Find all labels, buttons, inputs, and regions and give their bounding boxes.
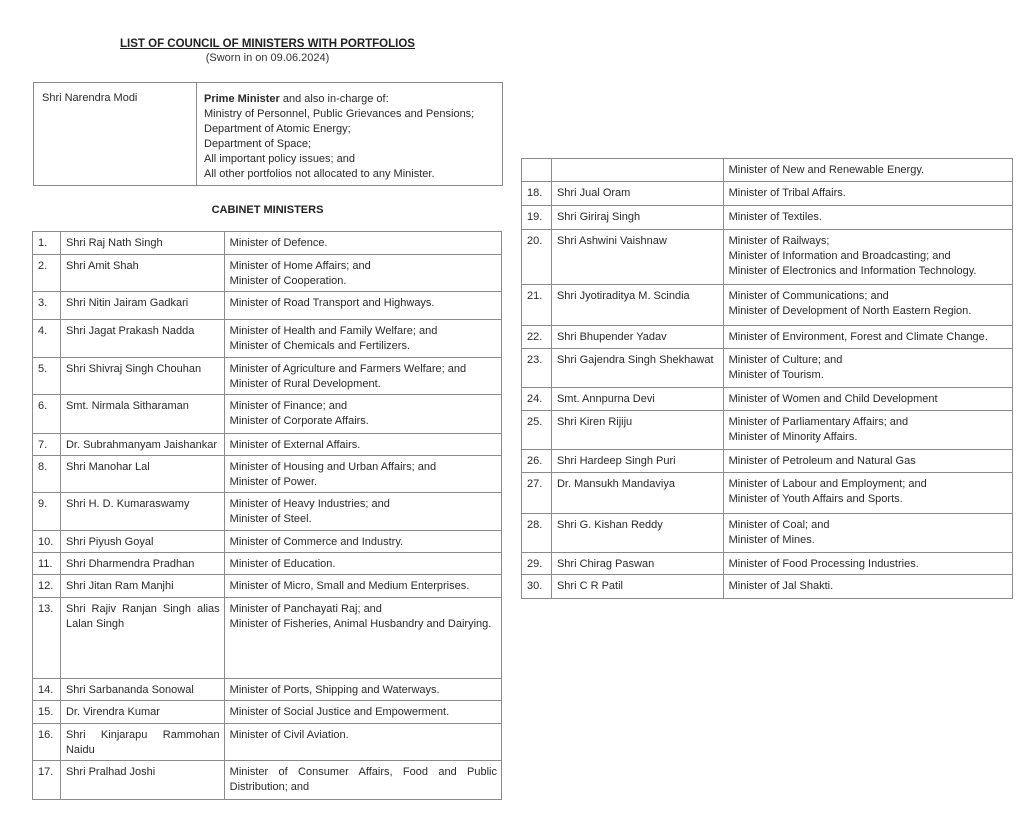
document-subtitle: (Sworn in on 09.06.2024) — [205, 52, 330, 64]
portfolio-line: Minister of Finance; and — [229, 400, 348, 412]
serial-number: 17. — [33, 761, 61, 800]
minister-name: Smt. Annpurna Devi — [551, 388, 723, 411]
minister-row — [33, 456, 502, 493]
minister-name: Shri Sarbananda Sonowal — [60, 679, 224, 701]
minister-row — [522, 285, 1013, 326]
minister-row — [522, 473, 1013, 514]
serial-number: 29. — [522, 553, 552, 575]
minister-row — [522, 159, 1013, 182]
portfolio-line: Minister of Steel. — [229, 513, 312, 525]
minister-row — [522, 326, 1013, 349]
portfolio-line: Minister of Textiles. — [728, 211, 822, 223]
cabinet-table-right — [521, 158, 1013, 599]
serial-number: 6. — [33, 395, 61, 434]
serial-number: 8. — [33, 456, 61, 493]
minister-name: Dr. Virendra Kumar — [60, 701, 224, 724]
minister-portfolio — [224, 358, 501, 395]
portfolio-line: Minister of Commerce and Industry. — [229, 536, 404, 548]
minister-name: Shri Kiren Rijiju — [551, 411, 723, 450]
portfolio-line: Minister of Chemicals and Fertilizers. — [229, 340, 411, 352]
portfolio-line: Minister of Power. — [229, 476, 318, 488]
serial-number: 19. — [522, 206, 552, 230]
pm-portfolio-item: Ministry of Personnel, Public Grievances and Pensions; — [204, 108, 475, 120]
minister-name: Shri Jagat Prakash Nadda — [60, 320, 224, 358]
pm-role-line — [204, 92, 474, 107]
minister-row — [33, 679, 502, 701]
serial-number: 25. — [522, 411, 552, 450]
portfolio-line: Minister of Micro, Small and Medium Enterprises. — [229, 580, 470, 592]
portfolio-line: Minister of Housing and Urban Affairs; and — [229, 461, 437, 473]
portfolio-line: Minister of Labour and Employment; and — [728, 478, 927, 490]
portfolio-line: Minister of Youth Affairs and Sports. — [728, 493, 903, 505]
serial-number: 3. — [33, 292, 61, 320]
minister-row — [33, 724, 502, 761]
portfolio-line: Minister of Corporate Affairs. — [229, 415, 369, 427]
pm-role-suffix: and also in-charge of: — [279, 93, 389, 105]
portfolio-line: Minister of Education. — [229, 558, 336, 570]
portfolio-line: Minister of Women and Child Development — [728, 393, 938, 405]
serial-number: 10. — [33, 531, 61, 553]
minister-portfolio — [224, 456, 501, 493]
portfolio-line: Minister of Parliamentary Affairs; and — [728, 416, 909, 428]
serial-number: 23. — [522, 349, 552, 388]
minister-portfolio — [723, 182, 1012, 206]
minister-portfolio — [224, 575, 501, 598]
minister-name: Shri Gajendra Singh Shekhawat — [551, 349, 723, 388]
serial-number: 5. — [33, 358, 61, 395]
portfolio-line: Minister of Minority Affairs. — [728, 431, 858, 443]
serial-number: 7. — [33, 434, 61, 456]
minister-row — [33, 358, 502, 395]
minister-name: Shri Rajiv Ranjan Singh alias Lalan Singh — [60, 598, 224, 679]
minister-portfolio — [723, 326, 1012, 349]
minister-portfolio — [723, 159, 1012, 182]
minister-row — [522, 514, 1013, 553]
minister-row — [33, 531, 502, 553]
minister-portfolio — [723, 206, 1012, 230]
portfolio-line: Minister of Mines. — [728, 534, 815, 546]
minister-name: Shri Amit Shah — [60, 255, 224, 292]
minister-name — [551, 159, 723, 182]
minister-name: Shri Jual Oram — [551, 182, 723, 206]
portfolio-line: Minister of Rural Development. — [229, 378, 381, 390]
minister-portfolio — [224, 395, 501, 434]
portfolio-line: Minister of Fisheries, Animal Husbandry and Dairying. — [229, 618, 492, 630]
portfolio-line: Minister of Coal; and — [728, 519, 830, 531]
minister-name: Shri Jitan Ram Manjhi — [60, 575, 224, 598]
pm-portfolio-item: Department of Atomic Energy; — [204, 123, 351, 135]
minister-portfolio — [224, 434, 501, 456]
minister-row — [33, 553, 502, 575]
portfolio-line: Minister of Consumer Affairs, Food and Public Distribution; and — [229, 766, 497, 793]
portfolio-line: Minister of Railways; — [728, 235, 830, 247]
portfolio-line: Minister of External Affairs. — [229, 439, 361, 451]
portfolio-line: Minister of Culture; and — [728, 354, 843, 366]
portfolio-line: Minister of Health and Family Welfare; and — [229, 325, 438, 337]
minister-portfolio — [224, 255, 501, 292]
minister-row — [522, 388, 1013, 411]
minister-name: Shri Giriraj Singh — [551, 206, 723, 230]
minister-name: Shri Nitin Jairam Gadkari — [60, 292, 224, 320]
serial-number: 28. — [522, 514, 552, 553]
serial-number: 9. — [33, 493, 61, 531]
prime-minister-box — [33, 82, 503, 186]
minister-row — [33, 292, 502, 320]
minister-name: Shri Chirag Paswan — [551, 553, 723, 575]
minister-row — [33, 232, 502, 255]
minister-row — [522, 206, 1013, 230]
serial-number: 24. — [522, 388, 552, 411]
serial-number: 11. — [33, 553, 61, 575]
minister-name: Dr. Subrahmanyam Jaishankar — [60, 434, 224, 456]
portfolio-line: Minister of Information and Broadcasting; and — [728, 250, 951, 262]
portfolio-line: Minister of Heavy Industries; and — [229, 498, 390, 510]
minister-row — [522, 230, 1013, 285]
minister-name: Shri Manohar Lal — [60, 456, 224, 493]
minister-name: Shri Raj Nath Singh — [60, 232, 224, 255]
pm-role: Prime Minister — [204, 93, 280, 105]
minister-portfolio — [723, 575, 1012, 599]
minister-row — [33, 701, 502, 724]
serial-number: 14. — [33, 679, 61, 701]
serial-number: 20. — [522, 230, 552, 285]
portfolio-line: Minister of New and Renewable Energy. — [728, 164, 925, 176]
minister-name: Shri Jyotiraditya M. Scindia — [551, 285, 723, 326]
minister-portfolio — [224, 724, 501, 761]
serial-number: 21. — [522, 285, 552, 326]
minister-name: Shri Dharmendra Pradhan — [60, 553, 224, 575]
serial-number: 30. — [522, 575, 552, 599]
portfolio-line: Minister of Civil Aviation. — [229, 729, 349, 741]
portfolio-line: Minister of Tourism. — [728, 369, 824, 381]
serial-number: 4. — [33, 320, 61, 358]
minister-portfolio — [224, 701, 501, 724]
pm-portfolios — [197, 83, 474, 185]
cabinet-table-left — [32, 231, 502, 800]
pm-portfolio-item: All important policy issues; and — [204, 153, 356, 165]
minister-row — [33, 761, 502, 800]
minister-portfolio — [224, 553, 501, 575]
minister-name: Shri C R Patil — [551, 575, 723, 599]
minister-row — [33, 395, 502, 434]
minister-portfolio — [723, 514, 1012, 553]
serial-number: 2. — [33, 255, 61, 292]
minister-portfolio — [723, 230, 1012, 285]
minister-portfolio — [723, 450, 1012, 473]
portfolio-line: Minister of Defence. — [229, 237, 328, 249]
minister-portfolio — [224, 232, 501, 255]
minister-row — [522, 349, 1013, 388]
minister-row — [522, 182, 1013, 206]
minister-name: Shri Hardeep Singh Puri — [551, 450, 723, 473]
minister-name: Shri Piyush Goyal — [60, 531, 224, 553]
portfolio-line: Minister of Petroleum and Natural Gas — [728, 455, 916, 467]
minister-name: Shri Pralhad Joshi — [60, 761, 224, 800]
portfolio-line: Minister of Environment, Forest and Climate Change. — [728, 331, 988, 343]
minister-portfolio — [224, 679, 501, 701]
minister-portfolio — [723, 553, 1012, 575]
portfolio-line: Minister of Jal Shakti. — [728, 580, 834, 592]
serial-number: 15. — [33, 701, 61, 724]
serial-number — [522, 159, 552, 182]
minister-name: Dr. Mansukh Mandaviya — [551, 473, 723, 514]
minister-row — [33, 598, 502, 679]
minister-name: Shri Kinjarapu Rammohan Naidu — [60, 724, 224, 761]
minister-row — [33, 575, 502, 598]
minister-portfolio — [224, 761, 501, 800]
serial-number: 26. — [522, 450, 552, 473]
minister-row — [33, 255, 502, 292]
portfolio-line: Minister of Food Processing Industries. — [728, 558, 919, 570]
minister-name: Shri Shivraj Singh Chouhan — [60, 358, 224, 395]
serial-number: 13. — [33, 598, 61, 679]
section-heading-cabinet: CABINET MINISTERS — [211, 204, 324, 216]
serial-number: 1. — [33, 232, 61, 255]
minister-portfolio — [723, 388, 1012, 411]
minister-name: Shri Bhupender Yadav — [551, 326, 723, 349]
minister-portfolio — [723, 411, 1012, 450]
portfolio-line: Minister of Home Affairs; and — [229, 260, 371, 272]
portfolio-line: Minister of Agriculture and Farmers Welfare; and — [229, 363, 467, 375]
minister-row — [33, 434, 502, 456]
minister-row — [522, 553, 1013, 575]
portfolio-line: Minister of Tribal Affairs. — [728, 187, 846, 199]
minister-portfolio — [224, 320, 501, 358]
minister-portfolio — [224, 531, 501, 553]
serial-number: 22. — [522, 326, 552, 349]
minister-row — [522, 450, 1013, 473]
minister-name: Shri G. Kishan Reddy — [551, 514, 723, 553]
portfolio-line: Minister of Communications; and — [728, 290, 889, 302]
pm-name: Shri Narendra Modi — [34, 83, 197, 185]
minister-portfolio — [224, 598, 501, 679]
minister-portfolio — [224, 493, 501, 531]
minister-row — [33, 493, 502, 531]
portfolio-line: Minister of Social Justice and Empowerment. — [229, 706, 450, 718]
portfolio-line: Minister of Ports, Shipping and Waterways. — [229, 684, 440, 696]
serial-number: 12. — [33, 575, 61, 598]
minister-portfolio — [224, 292, 501, 320]
minister-row — [522, 411, 1013, 450]
portfolio-line: Minister of Road Transport and Highways. — [229, 297, 435, 309]
pm-portfolio-item: All other portfolios not allocated to any Minister. — [204, 168, 435, 180]
minister-portfolio — [723, 349, 1012, 388]
minister-row — [33, 320, 502, 358]
portfolio-line: Minister of Cooperation. — [229, 275, 347, 287]
document-title: LIST OF COUNCIL OF MINISTERS WITH PORTFOLIOS — [120, 38, 415, 50]
serial-number: 18. — [522, 182, 552, 206]
serial-number: 16. — [33, 724, 61, 761]
portfolio-line: Minister of Development of North Eastern Region. — [728, 305, 972, 317]
minister-row — [522, 575, 1013, 599]
pm-portfolio-item: Department of Space; — [204, 138, 312, 150]
minister-name: Shri Ashwini Vaishnaw — [551, 230, 723, 285]
portfolio-line: Minister of Electronics and Information Technology. — [728, 265, 977, 277]
serial-number: 27. — [522, 473, 552, 514]
portfolio-line: Minister of Panchayati Raj; and — [229, 603, 382, 615]
minister-portfolio — [723, 285, 1012, 326]
minister-name: Smt. Nirmala Sitharaman — [60, 395, 224, 434]
minister-name: Shri H. D. Kumaraswamy — [60, 493, 224, 531]
minister-portfolio — [723, 473, 1012, 514]
